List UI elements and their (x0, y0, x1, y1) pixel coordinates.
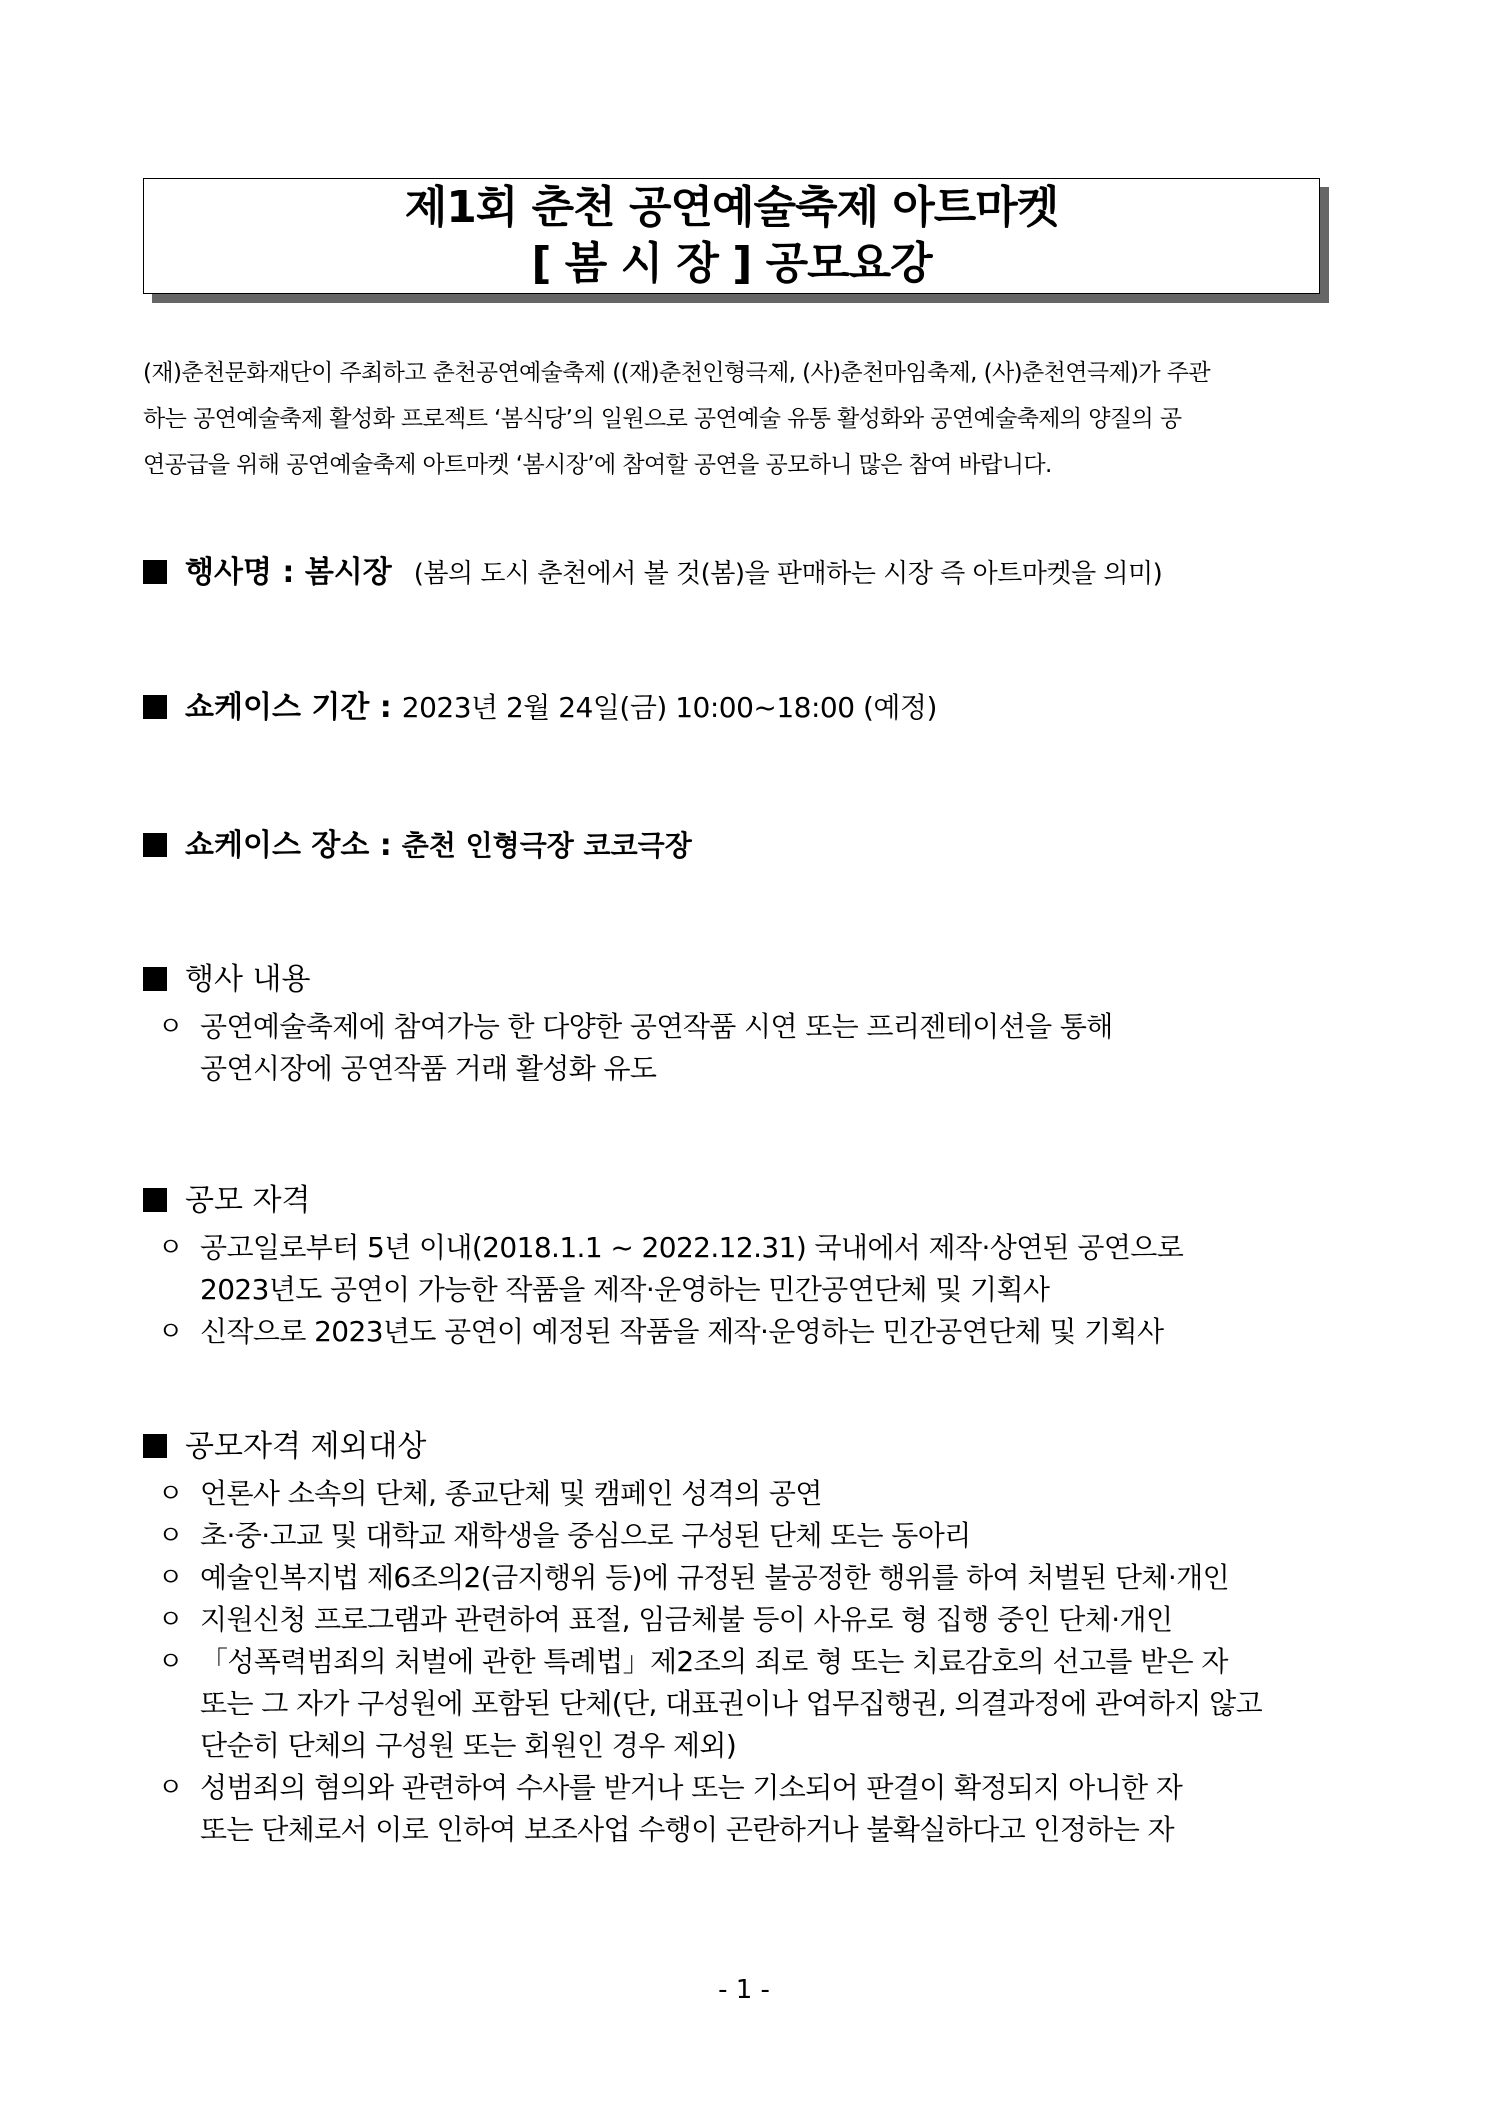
square-bullet-icon (143, 833, 167, 857)
circle-bullet-icon: ㅇ (158, 1317, 183, 1347)
list-item-text: 「성폭력범죄의 처벌에 관한 특례법」제2조의 죄로 형 또는 치료감호의 선고를 받은 자 (200, 1645, 1228, 1678)
list-item-text: 공연예술축제에 참여가능 한 다양한 공연작품 시연 또는 프리젠테이션을 통해 (200, 1010, 1113, 1043)
intro-line: 하는 공연예술축제 활성화 프로젝트 ‘봄식당’의 일원으로 공연예술 유통 활성화와 공연예술축제의 양질의 공 (143, 406, 1182, 432)
list-item-text: 신작으로 2023년도 공연이 예정된 작품을 제작·운영하는 민간공연단체 및 기획사 (200, 1315, 1164, 1348)
section-event-name (143, 553, 1162, 594)
list-item-text: 공고일로부터 5년 이내(2018.1.1 ~ 2022.12.31) 국내에서 제작·상연된 공연으로 (200, 1231, 1184, 1264)
circle-bullet-icon: ㅇ (158, 1479, 183, 1509)
event-name-label: 행사명 : 봄시장 (185, 555, 392, 590)
list-item-text: 단순히 단체의 구성원 또는 회원인 경우 제외) (200, 1729, 737, 1762)
section-content (143, 960, 310, 1000)
square-bullet-icon (143, 560, 167, 584)
section-period (143, 688, 937, 728)
list-item (158, 1227, 1183, 1311)
list-item-text: 예술인복지법 제6조의2(금지행위 등)에 규정된 불공정한 행위를 하여 처벌된 단체·개인 (200, 1561, 1230, 1594)
period-label: 쇼케이스 기간 : (185, 690, 392, 725)
event-name-note: (봄의 도시 춘천에서 볼 것(봄)을 판매하는 시장 즉 아트마켓을 의미) (413, 559, 1163, 589)
intro-line: (재)춘천문화재단이 주최하고 춘천공연예술축제 ((재)춘천인형극제, (사)춘천마임축제, (사)춘천연극제)가 주관 (143, 360, 1210, 386)
section-venue (143, 826, 692, 866)
page-number: - 1 - (718, 1975, 770, 2005)
list-item-text: 또는 그 자가 구성원에 포함된 단체(단, 대표권이나 업무집행권, 의결과정에 관여하지 않고 (200, 1687, 1263, 1720)
eligibility-heading: 공모 자격 (185, 1183, 311, 1218)
list-item-text: 성범죄의 혐의와 관련하여 수사를 받거나 또는 기소되어 판결이 확정되지 아니한 자 (200, 1771, 1183, 1804)
list-item-text: 2023년도 공연이 가능한 작품을 제작·운영하는 민간공연단체 및 기획사 (200, 1273, 1050, 1306)
content-heading: 행사 내용 (185, 962, 311, 997)
list-item (158, 1473, 1262, 1515)
intro-paragraph (143, 350, 1348, 488)
list-item (158, 1557, 1262, 1599)
square-bullet-icon (143, 1434, 167, 1458)
list-item (158, 1006, 1113, 1090)
circle-bullet-icon: ㅇ (158, 1647, 183, 1677)
list-item-text: 언론사 소속의 단체, 종교단체 및 캠페인 성격의 공연 (200, 1477, 822, 1510)
list-item-text: 지원신청 프로그램과 관련하여 표절, 임금체불 등이 사유로 형 집행 중인 단체·개인 (200, 1603, 1173, 1636)
list-item (158, 1767, 1262, 1851)
intro-line: 연공급을 위해 공연예술축제 아트마켓 ‘봄시장’에 참여할 공연을 공모하니 많은 참여 바랍니다. (143, 452, 1052, 478)
circle-bullet-icon: ㅇ (158, 1605, 183, 1635)
title-line-2: [ 봄 시 장 ] 공모요강 (531, 238, 932, 289)
section-eligibility (143, 1181, 310, 1221)
list-item-text: 또는 단체로서 이로 인하여 보조사업 수행이 곤란하거나 불확실하다고 인정하는 자 (200, 1813, 1174, 1846)
title-box (143, 178, 1320, 294)
circle-bullet-icon: ㅇ (158, 1012, 183, 1042)
list-item (158, 1599, 1262, 1641)
circle-bullet-icon: ㅇ (158, 1233, 183, 1263)
circle-bullet-icon: ㅇ (158, 1773, 183, 1803)
title-line-1: 제1회 춘천 공연예술축제 아트마켓 (404, 182, 1059, 233)
venue-value: 춘천 인형극장 코코극장 (401, 829, 692, 862)
list-item-text: 초·중·고교 및 대학교 재학생을 중심으로 구성된 단체 또는 동아리 (200, 1519, 971, 1552)
list-item (158, 1515, 1262, 1557)
section-exclusions (143, 1427, 426, 1467)
list-item (158, 1641, 1262, 1767)
exclusions-list (158, 1473, 1262, 1851)
eligibility-list (158, 1227, 1183, 1353)
list-item (158, 1311, 1183, 1353)
square-bullet-icon (143, 1188, 167, 1212)
venue-label: 쇼케이스 장소 : (185, 828, 392, 863)
content-list (158, 1006, 1113, 1090)
exclusions-heading: 공모자격 제외대상 (185, 1429, 427, 1464)
square-bullet-icon (143, 967, 167, 991)
list-item-text: 공연시장에 공연작품 거래 활성화 유도 (200, 1052, 657, 1085)
circle-bullet-icon: ㅇ (158, 1521, 183, 1551)
period-value: 2023년 2월 24일(금) 10:00~18:00 (예정) (401, 691, 937, 724)
square-bullet-icon (143, 695, 167, 719)
circle-bullet-icon: ㅇ (158, 1563, 183, 1593)
